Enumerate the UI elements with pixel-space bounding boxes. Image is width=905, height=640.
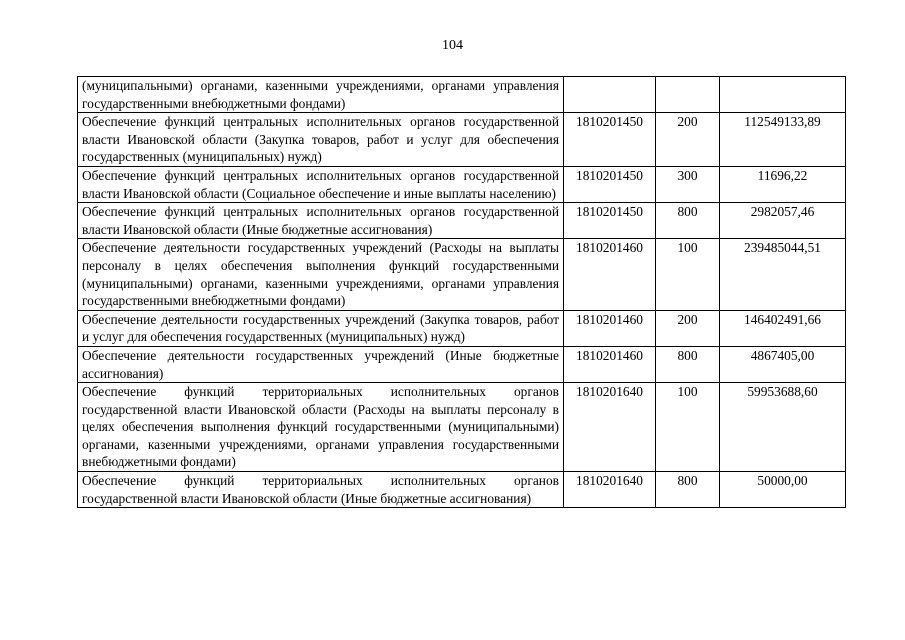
expense-name-cell: Обеспечение функций центральных исполнительных органов государственной власти Ивановской области (Иные бюджетные ассигнования): [78, 203, 564, 239]
target-article-code-cell: 1810201450: [564, 113, 656, 167]
expense-type-cell: 800: [656, 472, 720, 508]
amount-cell: 2982057,46: [720, 203, 846, 239]
target-article-code-cell: 1810201450: [564, 203, 656, 239]
amount-cell: 59953688,60: [720, 383, 846, 472]
budget-table: [77, 76, 846, 508]
target-article-code-cell: 1810201450: [564, 166, 656, 202]
expense-type-cell: [656, 77, 720, 113]
table-row: [78, 203, 846, 239]
expense-name-cell: Обеспечение функций центральных исполнительных органов государственной власти Ивановской области (Закупка товаров, работ и услуг для обеспечения государственных (муниципальных) нужд): [78, 113, 564, 167]
expense-name-cell: Обеспечение деятельности государственных учреждений (Закупка товаров, работ и услуг для обеспечения государственных (муниципальных) нужд): [78, 310, 564, 346]
table-row: [78, 166, 846, 202]
amount-cell: 11696,22: [720, 166, 846, 202]
amount-cell: 239485044,51: [720, 239, 846, 310]
expense-name-cell: Обеспечение функций территориальных исполнительных органов государственной власти Ивановской области (Расходы на выплаты персоналу в целях обеспечения выполнения функций государственными (муниципальными) органами, казенными учреждениями, органами управления государственными внебюджетными фондами): [78, 383, 564, 472]
target-article-code-cell: 1810201460: [564, 310, 656, 346]
expense-type-cell: 200: [656, 310, 720, 346]
expense-type-cell: 100: [656, 239, 720, 310]
target-article-code-cell: 1810201460: [564, 346, 656, 382]
expense-name-cell: Обеспечение функций центральных исполнительных органов государственной власти Ивановской области (Социальное обеспечение и иные выплаты населению): [78, 166, 564, 202]
expense-type-cell: 100: [656, 383, 720, 472]
amount-cell: 146402491,66: [720, 310, 846, 346]
expense-name-cell: (муниципальными) органами, казенными учреждениями, органами управления государственными внебюджетными фондами): [78, 77, 564, 113]
target-article-code-cell: 1810201460: [564, 239, 656, 310]
expense-name-cell: Обеспечение деятельности государственных учреждений (Расходы на выплаты персоналу в целях обеспечения выполнения функций государственными (муниципальными) органами, казенными учреждениями, органами управления государственными внебюджетными фондами): [78, 239, 564, 310]
table-row: [78, 239, 846, 310]
amount-cell: [720, 77, 846, 113]
target-article-code-cell: [564, 77, 656, 113]
expense-type-cell: 800: [656, 203, 720, 239]
expense-name-cell: Обеспечение деятельности государственных учреждений (Иные бюджетные ассигнования): [78, 346, 564, 382]
table-row: [78, 472, 846, 508]
expense-type-cell: 800: [656, 346, 720, 382]
expense-name-cell: Обеспечение функций территориальных исполнительных органов государственной власти Ивановской области (Иные бюджетные ассигнования): [78, 472, 564, 508]
table-row: [78, 310, 846, 346]
table-row: [78, 346, 846, 382]
table-row: [78, 113, 846, 167]
target-article-code-cell: 1810201640: [564, 383, 656, 472]
amount-cell: 4867405,00: [720, 346, 846, 382]
amount-cell: 112549133,89: [720, 113, 846, 167]
amount-cell: 50000,00: [720, 472, 846, 508]
expense-type-cell: 200: [656, 113, 720, 167]
table-row: [78, 383, 846, 472]
target-article-code-cell: 1810201640: [564, 472, 656, 508]
expense-type-cell: 300: [656, 166, 720, 202]
table-row: [78, 77, 846, 113]
page-number: 104: [442, 38, 463, 53]
